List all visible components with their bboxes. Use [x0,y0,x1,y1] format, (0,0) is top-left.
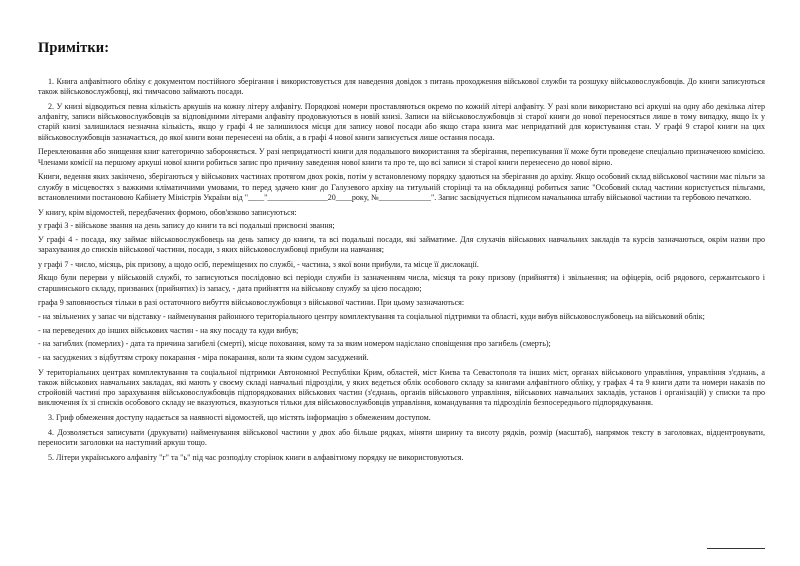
note-service-breaks: Якщо були перерви у військовій службі, то записуються послідовно всі періоди служби із зазначенням числа, місяця та року призову (прийняття) і звільнення; на офіцерів, осіб рядового, сержантського і старшинського складу, призваних (прийнятих) із запасу, - дата прийняття на військову службу за цією посадою; [38,273,765,293]
notes-page [38,40,765,468]
note-deceased: - на загиблих (померлих) - дата та причина загибелі (смерті), місце поховання, кому та за яким номером надіслано сповіщення про загибель (смерть); [38,339,551,349]
note-rebinding-prohibited: Переклеювання або знищення книг категорично забороняється. У разі непридатності книги для подальшого використання та зберігання, переписування її може бути проведене спеціально призначеною комісією. Членами комісії на першому аркуші нової книги робиться запис про причину заведення нової книги та про те, що всі записи зі старої книги перенесено до нової вірно. [38,147,765,167]
notes-body [38,77,765,463]
note-4-unit-name-formatting: 4. Дозволяється записувати (друкувати) найменування військової частини у двох або більше рядках, міняти ширину та висоту рядків, розмір (масштаб), напрямок тексту в заголовках, відцентровувати, переносити заголовки на наступний аркуш тощо. [38,427,765,447]
note-column-9: графа 9 заповнюється тільки в разі остаточного вибуття військовослужбовця з військової частини. При цьому зазначаються: [38,298,465,308]
note-archive-storage: Книги, ведення яких закінчено, зберігаються у військових частинах протягом двох років, потім у встановленому порядку здаються на зберігання до архіву. Якщо особовий склад військової частини має пільги за службу в місцевостях з важкими кліматичними умовами, то перед здачею книг до Галузевого архіву на титульній сторінці та на обкладинці робиться запис "Особовий склад частини користується пільгами, встановленими постановою Кабінету Міністрів України від "____"_______________20____року, №_____________". Запис засвідчується підписом начальника штабу військової частини та гербовою печаткою. [38,172,765,202]
note-3-access-restriction: 3. Гриф обмеження доступу надається за наявності відомостей, що містять інформацію з обмеженим доступом. [48,412,431,422]
note-column-4: У графі 4 - посада, яку займає військовослужбовець на день запису до книги, та всі подальші посади, які займатиме. Для слухачів військових навчальних закладів та курсів зазначаються, окрім назви про зарахування до списків військової частини, посади, з яких військовослужбовці прибули на навчання; [38,234,765,254]
note-column-7: у графі 7 - число, місяць, рік призову, а щодо осіб, переміщених по службі, - частина, з якої вони прибули, та місце її дислокації. [38,259,479,269]
note-territorial-centers: У територіальних центрах комплектування та соціальної підтримки Автономної Республіки Крим, областей, міст Києва та Севастополя та інших міст, органах військового управління, управління з'єднань, а також військових навчальних закладах, які мають у своєму складі навчальні підрозділи, у яких ведеться облік особового складу за книгами алфавітного обліку, у графах 4 та 9 книги дати та номери наказів по стройовій частині про зарахування військовослужбовців підпорядкованих військових частин (з'єднань, органів військового управління, військових навчальних закладів, установ і організацій) у списки та про виключення їх зі списків особового складу не вказуються, вказуються тільки для військовослужбовців управління, командування та підрозділів безпосереднього підпорядкування. [38,367,765,408]
note-discharged: - на звільнених у запас чи відставку - найменування районного територіального центру комплектування та соціальної підтримки та області, куди вибув військовослужбовець на військовий облік; [38,311,705,321]
note-convicted: - на засуджених з відбуттям строку покарання - міра покарання, коли та яким судом засуджений. [38,352,369,362]
note-5-unused-letters: 5. Літери українського алфавіту "г" та "ь" під час розподілу сторінок книги в алфавітному порядку не використовуються. [48,452,464,462]
note-transferred: - на переведених до інших військових частин - на яку посаду та куди вибув; [38,325,299,335]
note-column-3: у графі 3 - військове звання на день запису до книги та всі подальші присвоєні звання; [38,221,335,231]
note-1-ledger-purpose: 1. Книга алфавітного обліку є документом постійного зберігання і використовується для наведення довідок з питань проходження військової служби та розшуку військовослужбовців. До книги записуються також військовослужбовці, які тимчасово займають посади. [38,77,765,97]
note-2-sheet-allocation: 2. У книзі відводиться певна кількість аркушів на кожну літеру алфавіту. Порядкові номери проставляються окремо по кожній літері алфавіту. У разі коли використано всі аркуші на одну або декілька літер алфавіту, записи військовослужбовців за відповідними літерами алфавіту продовжуються в новій книзі. Записи на військовослужбовців зі старої книги до нової переносяться лише в тому випадку, якщо їх у старій книзі залишилася незначна кількість, якщо у графі 4 не залишилося місця для запису нової посади або якщо стара книга має непридатний для користування стан. У графі 9 старої книги на цих військовослужбовців зазначається, до якої книги вони перенесені на облік, а в графі 4 нової книги записується лише остання посада. [38,102,765,142]
notes-title: Примітки: [38,40,110,56]
footer-divider [707,548,765,549]
note-mandatory-entries-intro: У книгу, крім відомостей, передбачених формою, обов'язково записуються: [38,207,297,217]
